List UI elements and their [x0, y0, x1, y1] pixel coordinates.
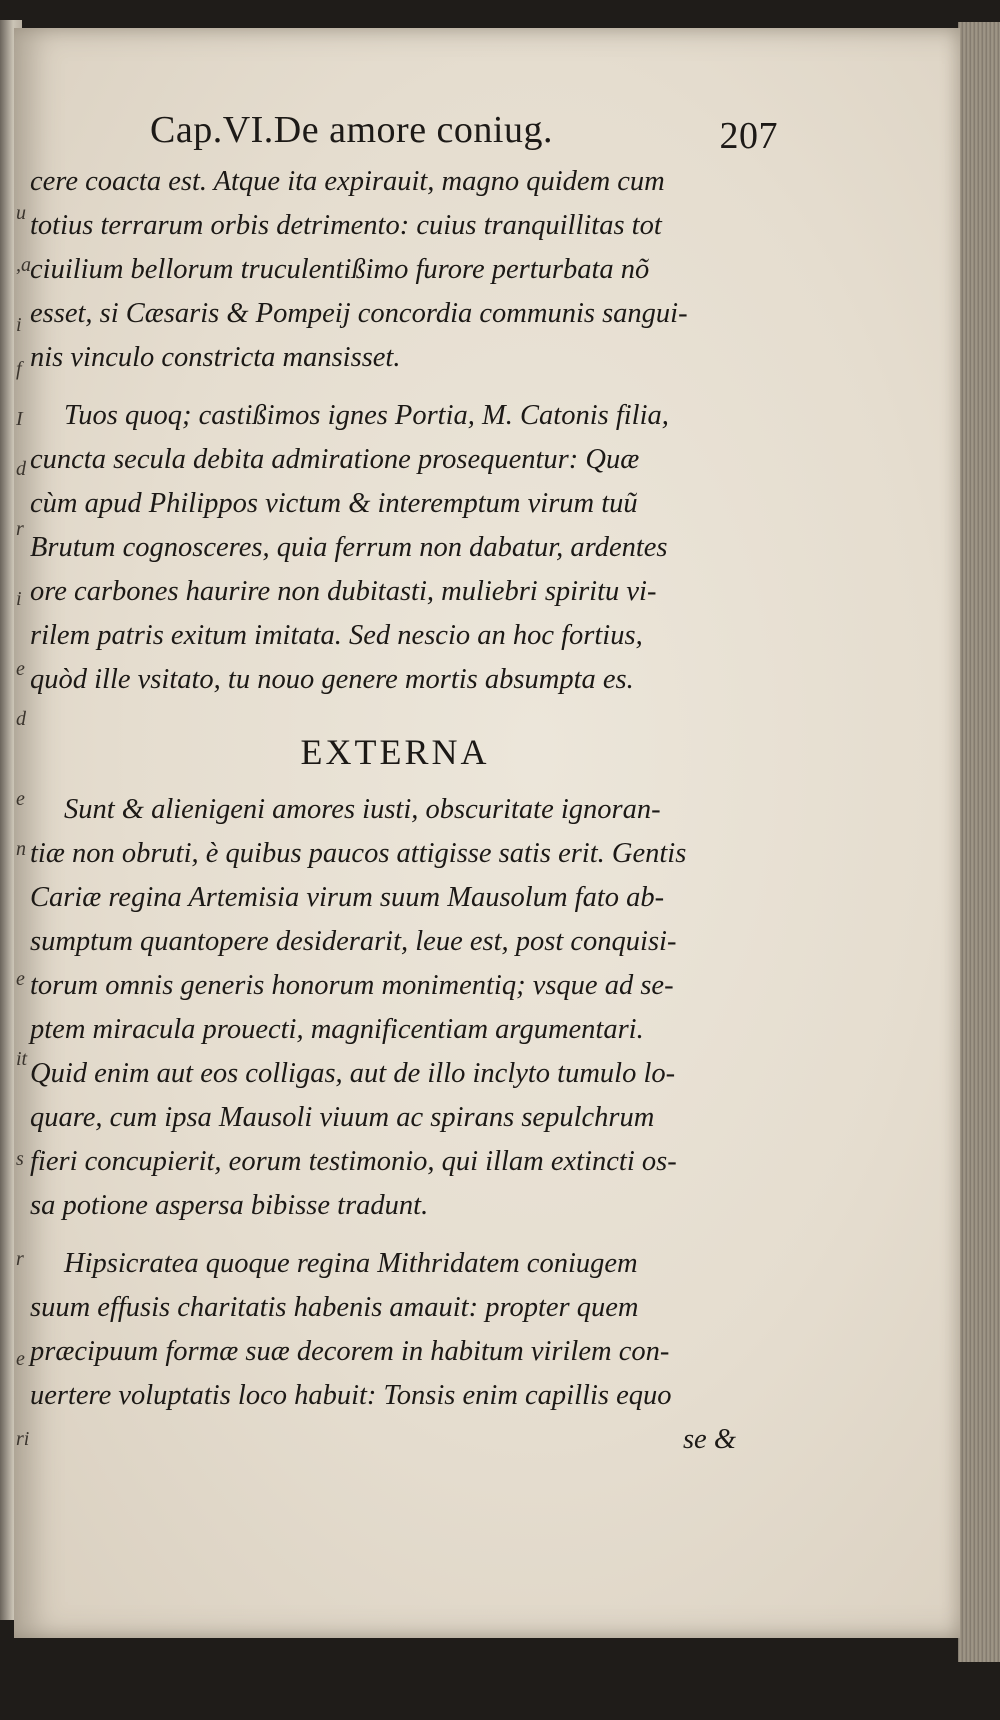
gutter-mark: d: [16, 458, 26, 480]
gutter-mark: r: [16, 518, 24, 540]
section-title: EXTERNA: [300, 732, 490, 772]
text-line: torum omnis generis honorum monimentiq; vsque ad se-: [30, 970, 674, 1001]
gutter-mark: d: [16, 708, 26, 730]
text-line: Hipsicratea quoque regina Mithridatem coniugem: [64, 1248, 638, 1279]
paragraph-gap: [30, 1228, 760, 1242]
text-line: ciuilium bellorum truculentißimo furore perturbata nõ: [30, 254, 650, 285]
gutter-mark: e: [16, 968, 25, 990]
text-line: Tuos quoq; castißimos ignes Portia, M. Catonis filia,: [64, 400, 669, 431]
text-line: ore carbones haurire non dubitasti, muliebri spiritu vi-: [30, 576, 657, 607]
paragraph-gap: [30, 702, 760, 716]
paragraph: [30, 160, 760, 380]
gutter-bleed-marks: [14, 188, 31, 1588]
page-header: [150, 108, 790, 168]
text-line: præcipuum formæ suæ decorem in habitum virilem con-: [30, 1336, 670, 1367]
text-line: quare, cum ipsa Mausoli viuum ac spirans sepulchrum: [30, 1102, 655, 1133]
catchword: se &: [682, 1424, 736, 1455]
paragraph: [30, 788, 760, 1228]
text-line: Cariæ regina Artemisia virum suum Mausolum fato ab-: [30, 882, 665, 913]
gutter-mark: i: [16, 314, 22, 336]
gutter-mark: f: [16, 358, 22, 380]
text-line: cùm apud Philippos victum & interemptum virum tuũ: [30, 488, 638, 519]
text-line: fieri concupierit, eorum testimonio, qui illam extincti os-: [30, 1146, 677, 1177]
gutter-mark: ri: [16, 1428, 30, 1450]
gutter-mark: e: [16, 658, 25, 680]
text-line: esset, si Cæsaris & Pompeij concordia communis sangui-: [30, 298, 688, 329]
gutter-mark: ,a: [16, 254, 31, 276]
text-line: uertere voluptatis loco habuit: Tonsis enim capillis equo: [30, 1380, 672, 1411]
gutter-mark: i: [16, 588, 22, 610]
text-line: suum effusis charitatis habenis amauit: propter quem: [30, 1292, 639, 1323]
gutter-mark: n: [16, 838, 26, 860]
page-fore-edge: [958, 22, 1000, 1662]
text-line: sa potione aspersa bibisse tradunt.: [30, 1190, 429, 1221]
gutter-mark: u: [16, 202, 26, 224]
text-line: cuncta secula debita admiratione prosequentur: Quæ: [30, 444, 640, 475]
paragraph-gap: [30, 380, 760, 394]
text-line: cere coacta est. Atque ita expirauit, magno quidem cum: [30, 166, 665, 197]
text-line: Sunt & alienigeni amores iusti, obscuritate ignoran-: [64, 794, 661, 825]
page-number: 207: [719, 115, 778, 157]
text-line: ptem miracula prouecti, magnificentiam argumentari.: [30, 1014, 644, 1045]
gutter-mark: I: [16, 408, 23, 430]
gutter-mark: it: [16, 1048, 28, 1070]
paragraph: [30, 1242, 760, 1418]
text-line: quòd ille vsitato, tu nouo genere mortis absumpta es.: [30, 664, 634, 695]
gutter-mark: r: [16, 1248, 24, 1270]
text-line: Quid enim aut eos colligas, aut de illo inclyto tumulo lo-: [30, 1058, 676, 1089]
gutter-mark: e: [16, 1348, 25, 1370]
text-block: [30, 160, 760, 1462]
text-line: sumptum quantopere desiderarit, leue est, post conquisi-: [30, 926, 677, 957]
gutter-mark: s: [16, 1148, 24, 1170]
text-line: nis vinculo constricta mansisset.: [30, 342, 401, 373]
gutter-mark: e: [16, 788, 25, 810]
running-head: Cap.VI.De amore coniug.: [150, 109, 553, 151]
text-line: tiæ non obruti, è quibus paucos attigisse satis erit. Gentis: [30, 838, 687, 869]
text-line: rilem patris exitum imitata. Sed nescio an hoc fortius,: [30, 620, 643, 651]
paragraph: [30, 394, 760, 702]
text-line: totius terrarum orbis detrimento: cuius tranquillitas tot: [30, 210, 662, 241]
text-line: Brutum cognosceres, quia ferrum non dabatur, ardentes: [30, 532, 668, 563]
